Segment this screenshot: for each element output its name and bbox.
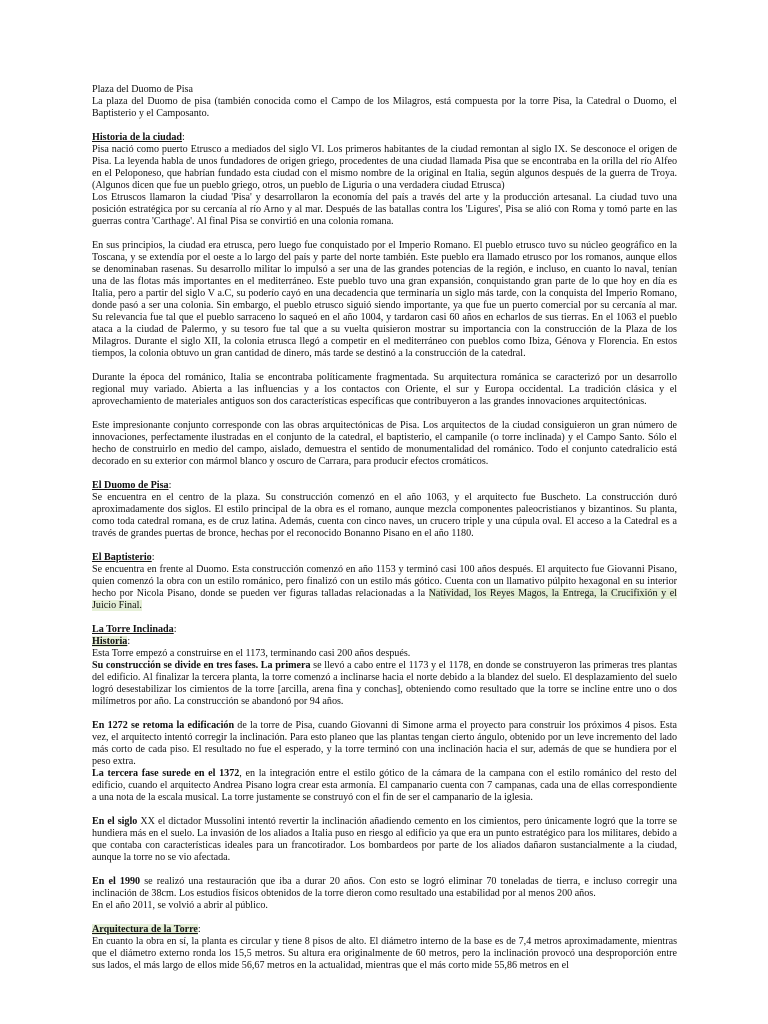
torre-p4-lead: La tercera fase surede en el 1372	[92, 768, 240, 779]
arquitectura-paragraph: En cuanto la obra en sí, la planta es circular y tiene 8 pisos de alto. El diámetro interno de la base es de 7,4 metros aproximadamente, mientras que el diámetro externo ronda los 15,5 metros. Su altura era originalmente de 60 metros, pero la inclinación provocó una desproporción entre sus lados, el más largo de ellos mide 56,67 metros en la actualidad, mientras que el más corto mide 55,86 metros en el	[92, 936, 677, 971]
baptisterio-heading-text: El Baptisterio	[92, 552, 152, 563]
torre-p6-text: se realizó una restauración que iba a durar 20 años. Con esto se logró eliminar 70 toneladas de tierra, e incluso corregir una inclinación de 38cm. Los estudios físicos obtenidos de la torre dieron como resultado una estabilidad por al menos 200 años.	[92, 876, 677, 899]
torre-p3-lead: En 1272 se retoma la edificación	[92, 720, 235, 731]
torre-p5-text: XX el dictador Mussolini intentó revertir la inclinación añadiendo cemento en los cimientos, pero únicamente logró que la torre se hundiera más en el suelo. La invasión de los aliados a Italia puso en riesgo al edificio ya que era un punto estratégico para los militares, debido a que contaba con características ideales para un francotirador. Los bombardeos por parte de los aliados dañaron sustancialmente a la ciudad, aunque la torre no se vio afectada.	[92, 816, 677, 863]
torre-paragraph-7: En el año 2011, se volvió a abrir al público.	[92, 900, 268, 911]
historia-paragraph-4: Durante la época del románico, Italia se encontraba políticamente fragmentada. Su arquitectura románica se caracterizó por un desarrollo regional muy variado. Abierta a las influencias y a los contactos con Oriente, el sur y Europa occidental. La tradición clásica y el aprovechamiento de materiales antiguos son dos características específicas que contribuyeron a las grandes innovaciones arquitectónicas.	[92, 372, 677, 407]
historia-paragraph-1: Pisa nació como puerto Etrusco a mediados del siglo VI. Los primeros habitantes de la ciudad remontan al siglo IX. Se desconoce el origen de Pisa. La leyenda habla de unos fundadores de origen griego, procedentes de una ciudad llamada Pisa que se encontraba en la orilla del río Alfeo en el Peloponeso, que habrían fundado esta ciudad con el mismo nombre de la original en Italia, según algunos después de la guerra de Troya. (Algunos dicen que fue un pueblo griego, otros, un pueblo de Liguria o una verdadera ciudad Etrusca)	[92, 144, 677, 191]
torre-paragraph-6	[92, 876, 677, 900]
torre-p4-text: , en la integración entre el estilo gótico de la cámara de la campana con el estilo románico del resto del edificio, cuando el arquitecto Andrea Pisano logra crear esta armonía. El campanario cuenta con 7 campanas, cada una de ellas correspondiente a una nota de la escala musical. La torre justamente se construyó con el fin de ser el campanario de la iglesia.	[92, 768, 677, 803]
baptisterio-text: Se encuentra en frente al Duomo. Esta construcción comenzó en año 1153 y terminó casi 100 años después. El arquitecto fue Giovanni Pisano, quien comenzó la obra con un estilo románico, pero finalizó con un estilo más gótico. Cuenta con un llamativo púlpito hexagonal en su interior hecho por Nicola Pisano, donde se pueden ver figuras talladas relacionadas a la	[92, 564, 677, 599]
doc-title: Plaza del Duomo de Pisa	[92, 84, 193, 95]
torre-heading-text: La Torre Inclinada	[92, 624, 174, 635]
torre-p6-lead: En el 1990	[92, 876, 141, 887]
torre-p2-text: se llevó a cabo entre el 1173 y el 1178, en donde se construyeron las primeras tres plantas del edificio. Al finalizar la tercera planta, la torre comenzó a inclinarse hacia el norte debido a la blandez del suelo. El desplazamiento del suelo logró desestabilizar los cimientos de la torre [arcilla, arena fina y conchas], obteniendo como resultado que la torre se incline entre uno o dos milímetros por año. La construcción se abandonó por 94 años.	[92, 660, 678, 707]
baptisterio-highlight: Natividad, los Reyes Magos, la Entrega, la Crucifixión y el Juicio Final.	[92, 588, 677, 611]
torre-subheading: Historia:	[92, 636, 131, 647]
arquitectura-heading: Arquitectura de la Torre:	[92, 924, 201, 935]
baptisterio-heading: El Baptisterio:	[92, 552, 155, 563]
duomo-heading-text: El Duomo de Pisa	[92, 480, 169, 491]
doc-intro: La plaza del Duomo de pisa (también conocida como el Campo de los Milagros, está compuesta por la torre Pisa, la Catedral o Duomo, el Baptisterio y el Camposanto.	[92, 96, 677, 119]
torre-p2-lead: Su construcción se divide en tres fases. La primera	[92, 660, 311, 671]
torre-paragraph-1: Esta Torre empezó a construirse en el 1173, terminando casi 200 años después.	[92, 648, 411, 659]
torre-subheading-text: Historia	[92, 636, 128, 647]
historia-paragraph-3: En sus principios, la ciudad era etrusca, pero luego fue conquistado por el Imperio Romano. El pueblo etrusco tuvo su núcleo geográfico en la Toscana, y se extendía por el oeste a lo largo del país y parte del norte también. Este pueblo era llamado etrusco por los romanos, aunque ellos se denominaban rasenas. Su desarrollo militar lo impulsó a ser una de las grandes potencias de la región, e incluso, en cuanto lo naval, tenían una de las flotas más importantes en el mediterráneo. Este pueblo tuvo una gran expansión, conquistando gran parte de lo que hoy en día es Italia, pero a partir del siglo V a.C, su poderío cayó en una decadencia que terminaría un siglo más tarde, con la conquista del Imperio Romano, donde pasó a ser una colonia. Sin embargo, el pueblo etrusco siguió siendo importante, ya que fue un puerto comercial por su cercanía al mar. Su relevancia fue tal que el pueblo sarraceno lo saqueó en el año 1004, y tardaron casi 60 años en echarlos de sus tierras. En el 1063 el pueblo ataca a la ciudad de Palermo, y su tesoro fue tal que a su vuelta quisieron mostrar su importancia con la construcción de la Plaza de los Milagros. Durante el siglo XII, la colonia etrusca llegó a competir en el mediterráneo con pueblos como Ibiza, Génova y Florencia. En estos tiempos, la colonia obtuvo un gran cantidad de dinero, más tarde se destinó a la construcción de la catedral.	[92, 240, 677, 359]
torre-paragraph-3	[92, 720, 677, 768]
historia-paragraph-5: Este impresionante conjunto corresponde con las obras arquitectónicas de Pisa. Los arquitectos de la ciudad consiguieron un gran número de innovaciones, perfectamente ilustradas en el conjunto de la catedral, el baptisterio, el campanile (o torre inclinada) y el Campo Santo. Sólo el hecho de construirlo en medio del campo, aislado, demuestra el sentido de monumentalidad del románico. Todo el conjunto catedralicio está decorado en su exterior con mármol blanco y oscuro de Carrara, para producir efectos cromáticos.	[92, 420, 677, 467]
torre-paragraph-5	[92, 816, 677, 864]
duomo-paragraph: Se encuentra en el centro de la plaza. Su construcción comenzó en el año 1063, y el arquitecto fue Buscheto. La construcción duró aproximadamente dos siglos. El estilo principal de la obra es el romano, aunque mezcla componentes paleocristianos y bizantinos. Su planta, como toda catedral romana, es de cruz latina. Además, cuenta con cinco naves, un crucero triple y una cúpula oval. El acceso a la Catedral es a través de grandes puertas de bronce, hechas por el reconocido Bonanno Pisano en el año 1180.	[92, 492, 677, 539]
baptisterio-paragraph	[92, 564, 677, 612]
arquitectura-heading-text: Arquitectura de la Torre	[92, 924, 198, 935]
torre-p3-text: de la torre de Pisa, cuando Giovanni di Simone arma el proyecto para construir los próximos 4 pisos. Esta vez, el arquitecto intentó corregir la inclinación. Para esto planeo que las plantas tengan cierto ángulo, obtenido por un leve incremento del lado más corto de cada piso. El resultado no fue el esperado, y la torre terminó con una inclinación hacia el sur, además de que se hundiera por el peso extra.	[92, 720, 677, 767]
historia-paragraph-2: Los Etruscos llamaron la ciudad 'Pisa' y desarrollaron la economía del país a través del arte y la producción artesanal. La ciudad tuvo una posición estratégica por su cercanía al río Arno y al mar. Después de las batallas contra los 'Ligures', Pisa se alió con Roma y tomó parte en las guerras contra 'Carthage'. Al final Pisa se convirtió en una colonia romana.	[92, 192, 677, 227]
torre-paragraph-2	[92, 660, 677, 708]
duomo-heading: El Duomo de Pisa:	[92, 480, 172, 491]
torre-p5-lead: En el siglo	[92, 816, 138, 827]
historia-heading: Historia de la ciudad:	[92, 132, 185, 143]
torre-heading: La Torre Inclinada:	[92, 624, 177, 635]
historia-heading-text: Historia de la ciudad	[92, 132, 183, 143]
document-page	[92, 84, 677, 972]
torre-paragraph-4	[92, 768, 677, 804]
